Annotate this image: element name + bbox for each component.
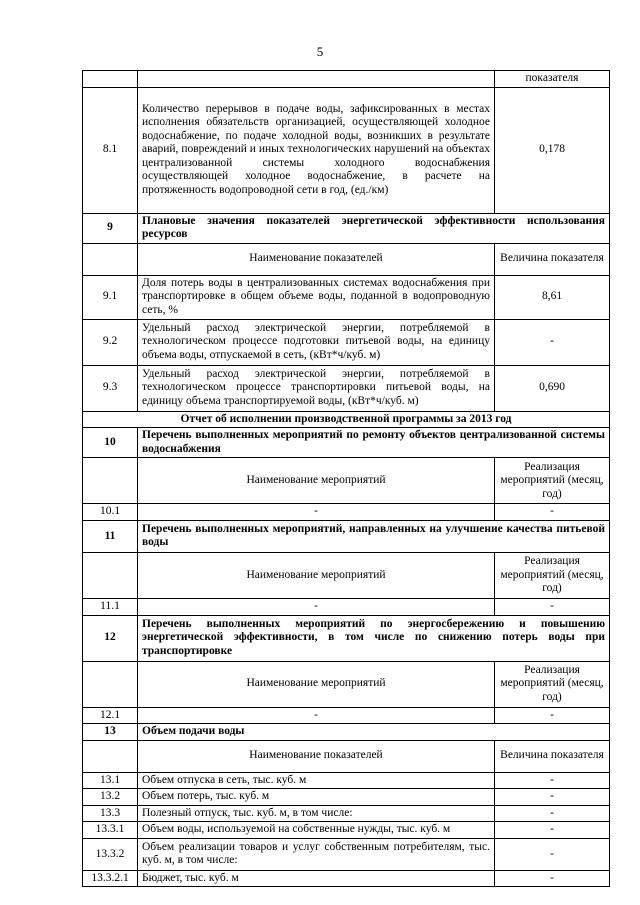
row-number: 13.3.1 [83,822,138,839]
table-row [83,789,610,806]
row-text: Количество перерывов в подаче воды, зафиксированных в местах исполнения обязательств организацией, осуществляющей холодное водоснабжение, по подаче холодной воды, возникших в результате аварий, повреждений и иных технологических нарушений на объектах централизованной системы холодного водоснабжения осуществляющей холодное водоснабжение, в расчете на протяженность водопроводной сети в год, (ед./км) [138,87,495,213]
table-row [83,870,610,887]
row-value: - [495,789,610,806]
section-title: Перечень выполненных мероприятий по ремонту объектов централизованной системы водоснабжения [138,428,610,458]
row-text: Удельный расход электрической энергии, потребляемой в технологическом процессе подготовки питьевой воды, на единицу объема воды, отпускаемой в сеть, (кВт*ч/куб. м) [138,319,495,365]
row-text: Объем отпуска в сеть, тыс. куб. м [138,772,495,789]
row-value: - [495,707,610,724]
table-row [83,87,610,213]
row-value: 0,178 [495,87,610,213]
row-number: 13.1 [83,772,138,789]
column-headers [83,552,610,598]
row-number: 9.1 [83,275,138,319]
row-number: 13.2 [83,789,138,806]
row-text: Объем воды, используемой на собственные нужды, тыс. куб. м [138,822,495,839]
column-name-header: Наименование мероприятий [138,552,495,598]
table-row [83,772,610,789]
column-value-header: Величина показателя [495,243,610,275]
column-name-header: Наименование показателей [138,740,495,772]
column-name-header: Наименование мероприятий [138,458,495,504]
section-header-13 [83,724,610,741]
row-text: Бюджет, тыс. куб. м [138,870,495,887]
column-value-header: Реализация мероприятий (месяц, год) [495,552,610,598]
row-value: - [495,870,610,887]
table-row [83,707,610,724]
column-name-header: Наименование мероприятий [138,661,495,707]
table-row [83,805,610,822]
table-row [83,598,610,615]
section-header-12 [83,615,610,661]
table-row [83,838,610,870]
column-headers [83,458,610,504]
column-value-header: Реализация мероприятий (месяц, год) [495,661,610,707]
section-title: Объем подачи воды [138,724,610,741]
row-value: 8,61 [495,275,610,319]
indicators-table [82,70,610,887]
row-value: - [495,504,610,521]
section-title: Перечень выполненных мероприятий по энергосбережению и повышению энергетической эффективности, в том числе по снижению потерь воды при транспортировке [138,615,610,661]
table-row [83,822,610,839]
row-text: - [138,598,495,615]
table-row [83,319,610,365]
row-number: 13.3 [83,805,138,822]
column-headers [83,661,610,707]
section-title: Перечень выполненных мероприятий, направленных на улучшение качества питьевой воды [138,520,610,552]
row-text: - [138,707,495,724]
section-header-10 [83,428,610,458]
row-text: - [138,504,495,521]
row-number: 8.1 [83,87,138,213]
column-value-header: Величина показателя [495,740,610,772]
section-number: 11 [83,520,138,552]
row-value: - [495,319,610,365]
section-title: Плановые значения показателей энергетической эффективности использования ресурсов [138,213,610,243]
page-number: 5 [316,44,324,59]
row-value: - [495,822,610,839]
row-value: - [495,598,610,615]
value-caption: показателя [495,71,610,88]
row-number: 9.2 [83,319,138,365]
column-headers [83,740,610,772]
column-value-header: Реализация мероприятий (месяц, год) [495,458,610,504]
row-value: 0,690 [495,365,610,411]
row-value: - [495,772,610,789]
table-row [83,504,610,521]
section-header-11 [83,520,610,552]
row-text: Объем реализации товаров и услуг собственным потребителям, тыс. куб. м, в том числе: [138,838,495,870]
column-name-header: Наименование показателей [138,243,495,275]
row-number: 13.3.2.1 [83,870,138,887]
row-number: 13.3.2 [83,838,138,870]
table-row [83,365,610,411]
table-header-continuation [83,71,610,88]
row-value: - [495,805,610,822]
row-number: 9.3 [83,365,138,411]
section-number: 10 [83,428,138,458]
section-number: 9 [83,213,138,243]
row-text: Доля потерь воды в централизованных системах водоснабжения при транспортировке в общем объеме воды, поданной в водопроводную сеть, % [138,275,495,319]
row-value: - [495,838,610,870]
section-number: 12 [83,615,138,661]
report-title: Отчет об исполнении производственной программы за 2013 год [83,411,610,428]
row-text: Удельный расход электрической энергии, потребляемой в технологическом процессе транспортировки питьевой воды, на единицу объема транспортируемой воды, (кВт*ч/куб. м) [138,365,495,411]
section-number: 13 [83,724,138,741]
section-header-9 [83,213,610,243]
row-text: Полезный отпуск, тыс. куб. м, в том числе: [138,805,495,822]
report-title-row [83,411,610,428]
table-row [83,275,610,319]
row-number: 11.1 [83,598,138,615]
row-number: 12.1 [83,707,138,724]
row-text: Объем потерь, тыс. куб. м [138,789,495,806]
column-headers [83,243,610,275]
row-number: 10.1 [83,504,138,521]
